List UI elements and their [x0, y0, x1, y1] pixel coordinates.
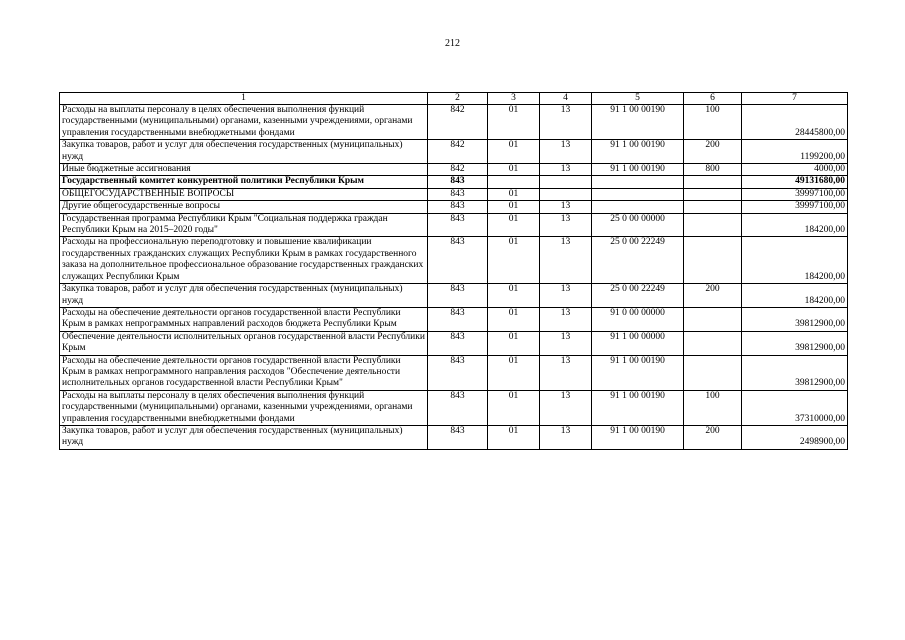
cell-subsection — [540, 188, 592, 200]
table-row — [60, 307, 848, 331]
cell-section: 01 — [488, 188, 540, 200]
cell-expense-type: 100 — [684, 390, 742, 425]
cell-grbs: 843 — [428, 213, 488, 237]
cell-amount: 184200,00 — [742, 213, 848, 237]
cell-target-article: 91 1 00 00190 — [592, 105, 684, 140]
cell-name: Закупка товаров, работ и услуг для обеспечения государственных (муниципальных) нужд — [60, 284, 428, 308]
table-row — [60, 425, 848, 449]
table-row — [60, 355, 848, 390]
cell-section: 01 — [488, 284, 540, 308]
cell-expense-type: 100 — [684, 105, 742, 140]
cell-grbs: 843 — [428, 307, 488, 331]
table-row — [60, 284, 848, 308]
cell-target-article: 91 1 00 00190 — [592, 390, 684, 425]
table-header — [60, 93, 848, 105]
cell-name: ОБЩЕГОСУДАРСТВЕННЫЕ ВОПРОСЫ — [60, 188, 428, 200]
cell-amount: 39812900,00 — [742, 307, 848, 331]
cell-section: 01 — [488, 307, 540, 331]
table-row — [60, 176, 848, 188]
cell-grbs: 843 — [428, 390, 488, 425]
table-row — [60, 331, 848, 355]
cell-target-article — [592, 188, 684, 200]
cell-section: 01 — [488, 140, 540, 164]
cell-grbs: 843 — [428, 201, 488, 213]
cell-grbs: 843 — [428, 237, 488, 284]
header-cell-name: 1 — [60, 93, 428, 105]
cell-section: 01 — [488, 164, 540, 176]
cell-subsection: 13 — [540, 237, 592, 284]
cell-subsection: 13 — [540, 105, 592, 140]
cell-name: Расходы на выплаты персоналу в целях обеспечения выполнения функций государственными (муниципальными) органами, казенными учреждениями, органами управления государственными внебюджетными фондами — [60, 105, 428, 140]
cell-name: Государственный комитет конкурентной политики Республики Крым — [60, 176, 428, 188]
cell-subsection: 13 — [540, 331, 592, 355]
cell-target-article — [592, 201, 684, 213]
cell-name: Другие общегосударственные вопросы — [60, 201, 428, 213]
table-row — [60, 188, 848, 200]
cell-subsection: 13 — [540, 355, 592, 390]
cell-expense-type — [684, 355, 742, 390]
cell-target-article: 91 1 00 00190 — [592, 355, 684, 390]
table-row — [60, 164, 848, 176]
cell-target-article: 91 1 00 00190 — [592, 164, 684, 176]
cell-target-article: 91 0 00 00000 — [592, 307, 684, 331]
cell-amount: 37310000,00 — [742, 390, 848, 425]
cell-target-article — [592, 176, 684, 188]
cell-expense-type — [684, 176, 742, 188]
header-cell-amount: 7 — [742, 93, 848, 105]
cell-grbs: 842 — [428, 164, 488, 176]
cell-grbs: 843 — [428, 355, 488, 390]
table-row — [60, 237, 848, 284]
cell-name: Расходы на профессиональную переподготовку и повышение квалификации государственных гражданских служащих Республики Крым в рамках государственного заказа на дополнительное профессиональное образование государственных гражданских служащих Республики Крым — [60, 237, 428, 284]
cell-target-article: 25 0 00 22249 — [592, 284, 684, 308]
table-body — [60, 105, 848, 450]
cell-expense-type: 200 — [684, 284, 742, 308]
cell-amount: 1199200,00 — [742, 140, 848, 164]
cell-section: 01 — [488, 201, 540, 213]
cell-amount: 39812900,00 — [742, 331, 848, 355]
cell-section: 01 — [488, 105, 540, 140]
cell-grbs: 842 — [428, 105, 488, 140]
cell-subsection: 13 — [540, 425, 592, 449]
header-cell-subsection: 4 — [540, 93, 592, 105]
cell-name: Расходы на обеспечение деятельности органов государственной власти Республики Крым в рамках непрограммных направлений расходов бюджета Республики Крым — [60, 307, 428, 331]
table-row — [60, 140, 848, 164]
cell-section: 01 — [488, 390, 540, 425]
cell-subsection: 13 — [540, 164, 592, 176]
cell-amount: 2498900,00 — [742, 425, 848, 449]
cell-name: Расходы на обеспечение деятельности органов государственной власти Республики Крым в рамках непрограммного направления расходов "Обеспечение деятельности исполнительных органов государственной власти Республики Крым" — [60, 355, 428, 390]
cell-target-article: 91 1 00 00190 — [592, 140, 684, 164]
header-cell-section: 3 — [488, 93, 540, 105]
cell-amount: 39812900,00 — [742, 355, 848, 390]
cell-amount: 184200,00 — [742, 284, 848, 308]
cell-section — [488, 176, 540, 188]
cell-expense-type — [684, 188, 742, 200]
cell-expense-type: 800 — [684, 164, 742, 176]
table-row — [60, 213, 848, 237]
cell-subsection — [540, 176, 592, 188]
cell-amount: 4000,00 — [742, 164, 848, 176]
cell-name: Закупка товаров, работ и услуг для обеспечения государственных (муниципальных) нужд — [60, 425, 428, 449]
cell-name: Государственная программа Республики Крым "Социальная поддержка граждан Республики Крым на 2015–2020 годы" — [60, 213, 428, 237]
budget-table — [59, 92, 848, 450]
cell-amount: 39997100,00 — [742, 188, 848, 200]
table-row — [60, 105, 848, 140]
cell-grbs: 842 — [428, 140, 488, 164]
cell-subsection: 13 — [540, 390, 592, 425]
cell-target-article: 91 1 00 00000 — [592, 331, 684, 355]
cell-expense-type — [684, 331, 742, 355]
cell-target-article: 91 1 00 00190 — [592, 425, 684, 449]
cell-grbs: 843 — [428, 425, 488, 449]
cell-section: 01 — [488, 425, 540, 449]
cell-target-article: 25 0 00 00000 — [592, 213, 684, 237]
cell-grbs: 843 — [428, 176, 488, 188]
cell-name: Расходы на выплаты персоналу в целях обеспечения выполнения функций государственными (муниципальными) органами, казенными учреждениями, органами управления государственными внебюджетными фондами — [60, 390, 428, 425]
cell-expense-type — [684, 213, 742, 237]
page-number: 212 — [445, 38, 460, 49]
cell-subsection: 13 — [540, 307, 592, 331]
cell-expense-type — [684, 237, 742, 284]
header-row — [60, 93, 848, 105]
cell-amount: 39997100,00 — [742, 201, 848, 213]
cell-expense-type: 200 — [684, 140, 742, 164]
cell-subsection: 13 — [540, 201, 592, 213]
header-cell-expense-type: 6 — [684, 93, 742, 105]
table-row — [60, 390, 848, 425]
cell-subsection: 13 — [540, 284, 592, 308]
cell-subsection: 13 — [540, 140, 592, 164]
cell-name: Обеспечение деятельности исполнительных органов государственной власти Республики Крым — [60, 331, 428, 355]
header-cell-target-article: 5 — [592, 93, 684, 105]
cell-amount: 49131680,00 — [742, 176, 848, 188]
cell-grbs: 843 — [428, 331, 488, 355]
cell-amount: 184200,00 — [742, 237, 848, 284]
cell-expense-type — [684, 201, 742, 213]
cell-expense-type — [684, 307, 742, 331]
cell-subsection: 13 — [540, 213, 592, 237]
cell-amount: 28445800,00 — [742, 105, 848, 140]
cell-section: 01 — [488, 213, 540, 237]
header-cell-grbs: 2 — [428, 93, 488, 105]
cell-grbs: 843 — [428, 188, 488, 200]
cell-name: Иные бюджетные ассигнования — [60, 164, 428, 176]
cell-name: Закупка товаров, работ и услуг для обеспечения государственных (муниципальных) нужд — [60, 140, 428, 164]
cell-section: 01 — [488, 355, 540, 390]
cell-target-article: 25 0 00 22249 — [592, 237, 684, 284]
table-row — [60, 201, 848, 213]
cell-expense-type: 200 — [684, 425, 742, 449]
cell-grbs: 843 — [428, 284, 488, 308]
cell-section: 01 — [488, 331, 540, 355]
cell-section: 01 — [488, 237, 540, 284]
